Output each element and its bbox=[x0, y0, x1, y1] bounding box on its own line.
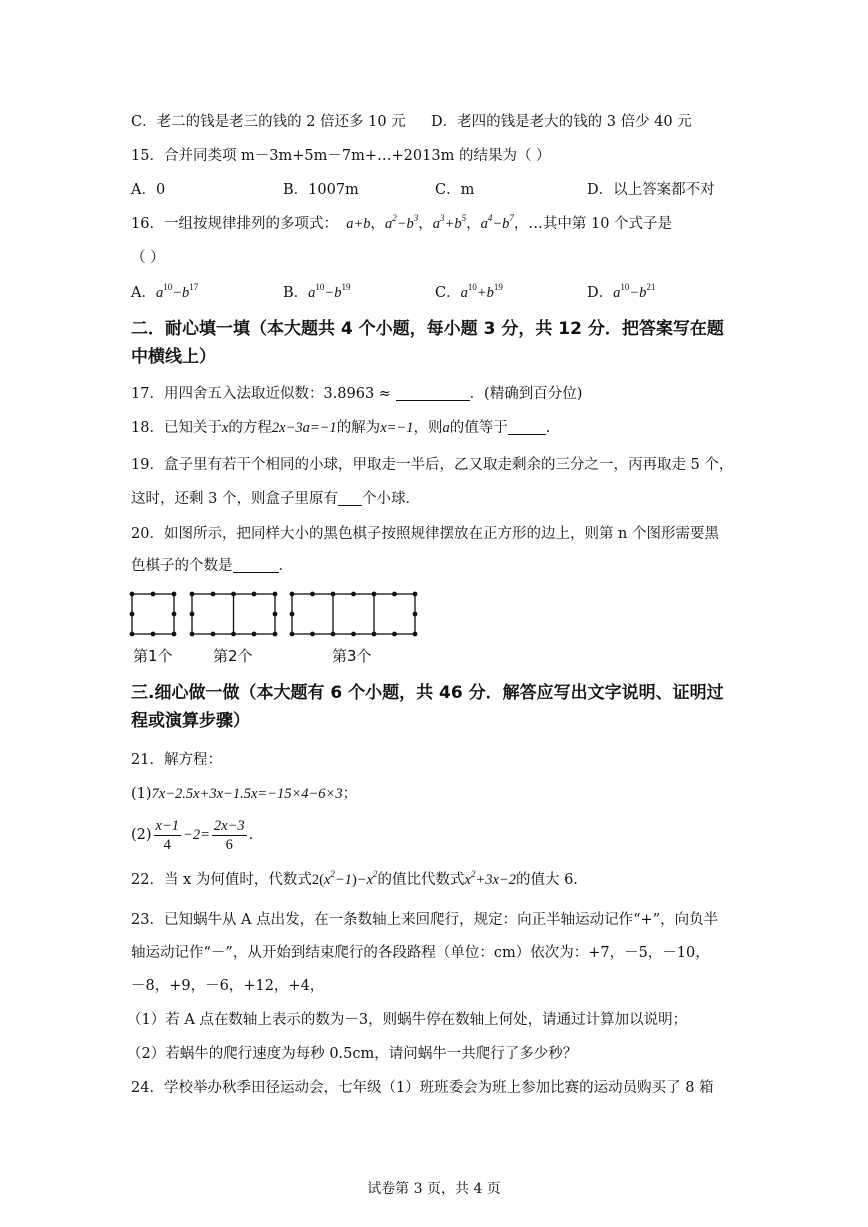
q22-expression-1: $2(x^2-1)-x^2$ bbox=[311, 869, 378, 888]
q21-fraction-left: $\frac{x-1}{4}$ bbox=[155, 817, 180, 853]
q22-text-1: 22．当 x 为何值时，代数式 bbox=[131, 872, 312, 888]
q19-line-2 bbox=[131, 489, 420, 509]
q19-line-1: 19．盒子里有若干个相同的小球，甲取走一半后，乙又取走剩余的三分之一，丙再取走 5 个， bbox=[131, 457, 734, 473]
figure-1-square bbox=[132, 594, 174, 634]
q16-polynomial-sequence: a+b，$a^2-b^3$，$a^3+b^5$，$a^4-b^7$， bbox=[342, 213, 529, 232]
q20-line-2 bbox=[131, 556, 293, 576]
q19-line-2-suffix: 个小球． bbox=[361, 491, 420, 507]
section-3-heading: 三.细心做一做（本大题有 6 个小题，共 46 分．解答应写出文字说明、证明过程或演算步骤） bbox=[131, 683, 724, 731]
q23-sub-2: （2）若蜗牛的爬行速度为每秒 0.5cm，请问蜗牛一共爬行了多少秒？ bbox=[127, 1046, 578, 1062]
q20-figure-label-3: 第3个 bbox=[332, 647, 372, 665]
q18-text-6: ． bbox=[545, 420, 561, 436]
section-2-heading: 二．耐心填一填（本大题共 4 个小题，每小题 3 分，共 12 分．把答案写在题中横线上） bbox=[131, 319, 724, 367]
q21-part-1-equation: 7x−2.5x+3x−1.5x=−15×4−6×3 bbox=[151, 786, 343, 802]
q17 bbox=[131, 384, 582, 404]
q16-paren: （ ） bbox=[131, 250, 165, 266]
q23-sub-1: （1）若 A 点在数轴上表示的数为－3，则蜗牛停在数轴上何处，请通过计算加以说明； bbox=[127, 1012, 688, 1028]
q17-suffix: ．(精确到百分位) bbox=[469, 386, 583, 402]
q21-part-2: (2) $\frac{x-1}{4}$ −2= $\frac{2x-3}{6}$ . bbox=[131, 817, 254, 853]
q20-line-1: 20．如图所示，把同样大小的黑色棋子按照规律摆放在正方形的边上，则第 n 个图形需要黑 bbox=[131, 526, 720, 542]
q14-option-d: D．老四的钱是老大的钱的 3 倍少 40 元 bbox=[431, 114, 692, 130]
q16-option-a: A．$a^{10}-b^{17}$ bbox=[131, 282, 199, 301]
q23-line-1: 23．已知蜗牛从 A 点出发，在一条数轴上来回爬行，规定：向正半轴运动记作“+”，向负半 bbox=[131, 912, 719, 928]
q23-line-2: 轴运动记作“－”，从开始到结束爬行的各段路程（单位：cm）依次为：+7，－5，－10， bbox=[131, 945, 710, 961]
q15-option-c: C．m bbox=[435, 182, 475, 198]
q20-figure-label-2: 第2个 bbox=[213, 647, 253, 665]
q16-stem-prefix: 16．一组按规律排列的多项式： bbox=[131, 216, 338, 232]
q18-text-4: ，则 bbox=[413, 420, 443, 436]
q23-line-3: －8，+9，－6，+12，+4， bbox=[131, 978, 325, 994]
q16-options bbox=[131, 283, 655, 303]
q18-text-2: 的方程 bbox=[228, 420, 272, 436]
q22-text-3: 的值大 6. bbox=[515, 872, 578, 888]
q16-option-c: C．$a^{10}+b^{19}$ bbox=[435, 282, 503, 301]
q18-equation: 2x−3a=−1 bbox=[271, 420, 337, 436]
q17-answer-blank[interactable] bbox=[396, 386, 470, 401]
q22 bbox=[131, 870, 578, 890]
q16-stem bbox=[131, 214, 672, 234]
q18-var-x: x bbox=[221, 420, 229, 436]
q15-stem: 15．合并同类项 m－3m+5m－7m+…+2013m 的结果为（ ） bbox=[131, 148, 551, 164]
q20-line-2-suffix: ． bbox=[278, 558, 293, 574]
q20-line-2-prefix: 色棋子的个数是 bbox=[131, 558, 233, 574]
q22-text-2: 的值比代数式 bbox=[377, 872, 465, 888]
q18-text-5: 的值等于 bbox=[449, 420, 508, 436]
q16-stem-suffix: …其中第 10 个式子是 bbox=[528, 216, 673, 232]
q20-figure-label-1: 第1个 bbox=[133, 647, 173, 665]
q21-part-1-label: (1) bbox=[131, 786, 152, 802]
q22-expression-2: $x^2+3x-2$ bbox=[464, 869, 516, 888]
figure-3-rectangle bbox=[292, 594, 415, 634]
q16-option-d: D．$a^{10}-b^{21}$ bbox=[587, 282, 656, 301]
q18-solution: x=−1 bbox=[380, 420, 414, 436]
q18-text-3: 的解为 bbox=[336, 420, 381, 436]
q15-option-a: A．0 bbox=[131, 182, 166, 198]
q18-var-a: a bbox=[442, 420, 450, 436]
q19-answer-blank[interactable] bbox=[338, 491, 362, 506]
q24-line-1: 24．学校举办秋季田径运动会，七年级（1）班班委会为班上参加比赛的运动员购买了 8 箱 bbox=[131, 1080, 714, 1096]
q16-option-b: B．$a^{10}-b^{19}$ bbox=[283, 282, 351, 301]
q15-option-b: B．1007m bbox=[283, 182, 359, 198]
q19-line-2-prefix: 这时，还剩 3 个，则盒子里原有 bbox=[131, 491, 338, 507]
q18 bbox=[131, 418, 560, 438]
q21-part-2-label: (2) bbox=[131, 827, 152, 843]
q15-option-d: D．以上答案都不对 bbox=[587, 182, 715, 198]
q15-options bbox=[131, 180, 715, 200]
q18-text-1: 18．已知关于 bbox=[131, 420, 222, 436]
q21-stem: 21．解方程： bbox=[131, 752, 222, 768]
q14-options bbox=[131, 112, 692, 132]
q21-fraction-right: $\frac{2x-3}{6}$ bbox=[213, 817, 245, 853]
page-footer: 试卷第 3 页，共 4 页 bbox=[367, 1181, 501, 1197]
q17-prefix: 17．用四舍五入法取近似数：3.8963 ≈ bbox=[131, 386, 391, 402]
q20-answer-blank[interactable] bbox=[233, 558, 279, 573]
q14-option-c: C．老二的钱是老三的钱的 2 倍还多 10 元 bbox=[131, 114, 406, 130]
q21-part-1: (1)7x−2.5x+3x−1.5x=−15×4−6×3； bbox=[131, 786, 358, 802]
q18-answer-blank[interactable] bbox=[508, 420, 546, 435]
